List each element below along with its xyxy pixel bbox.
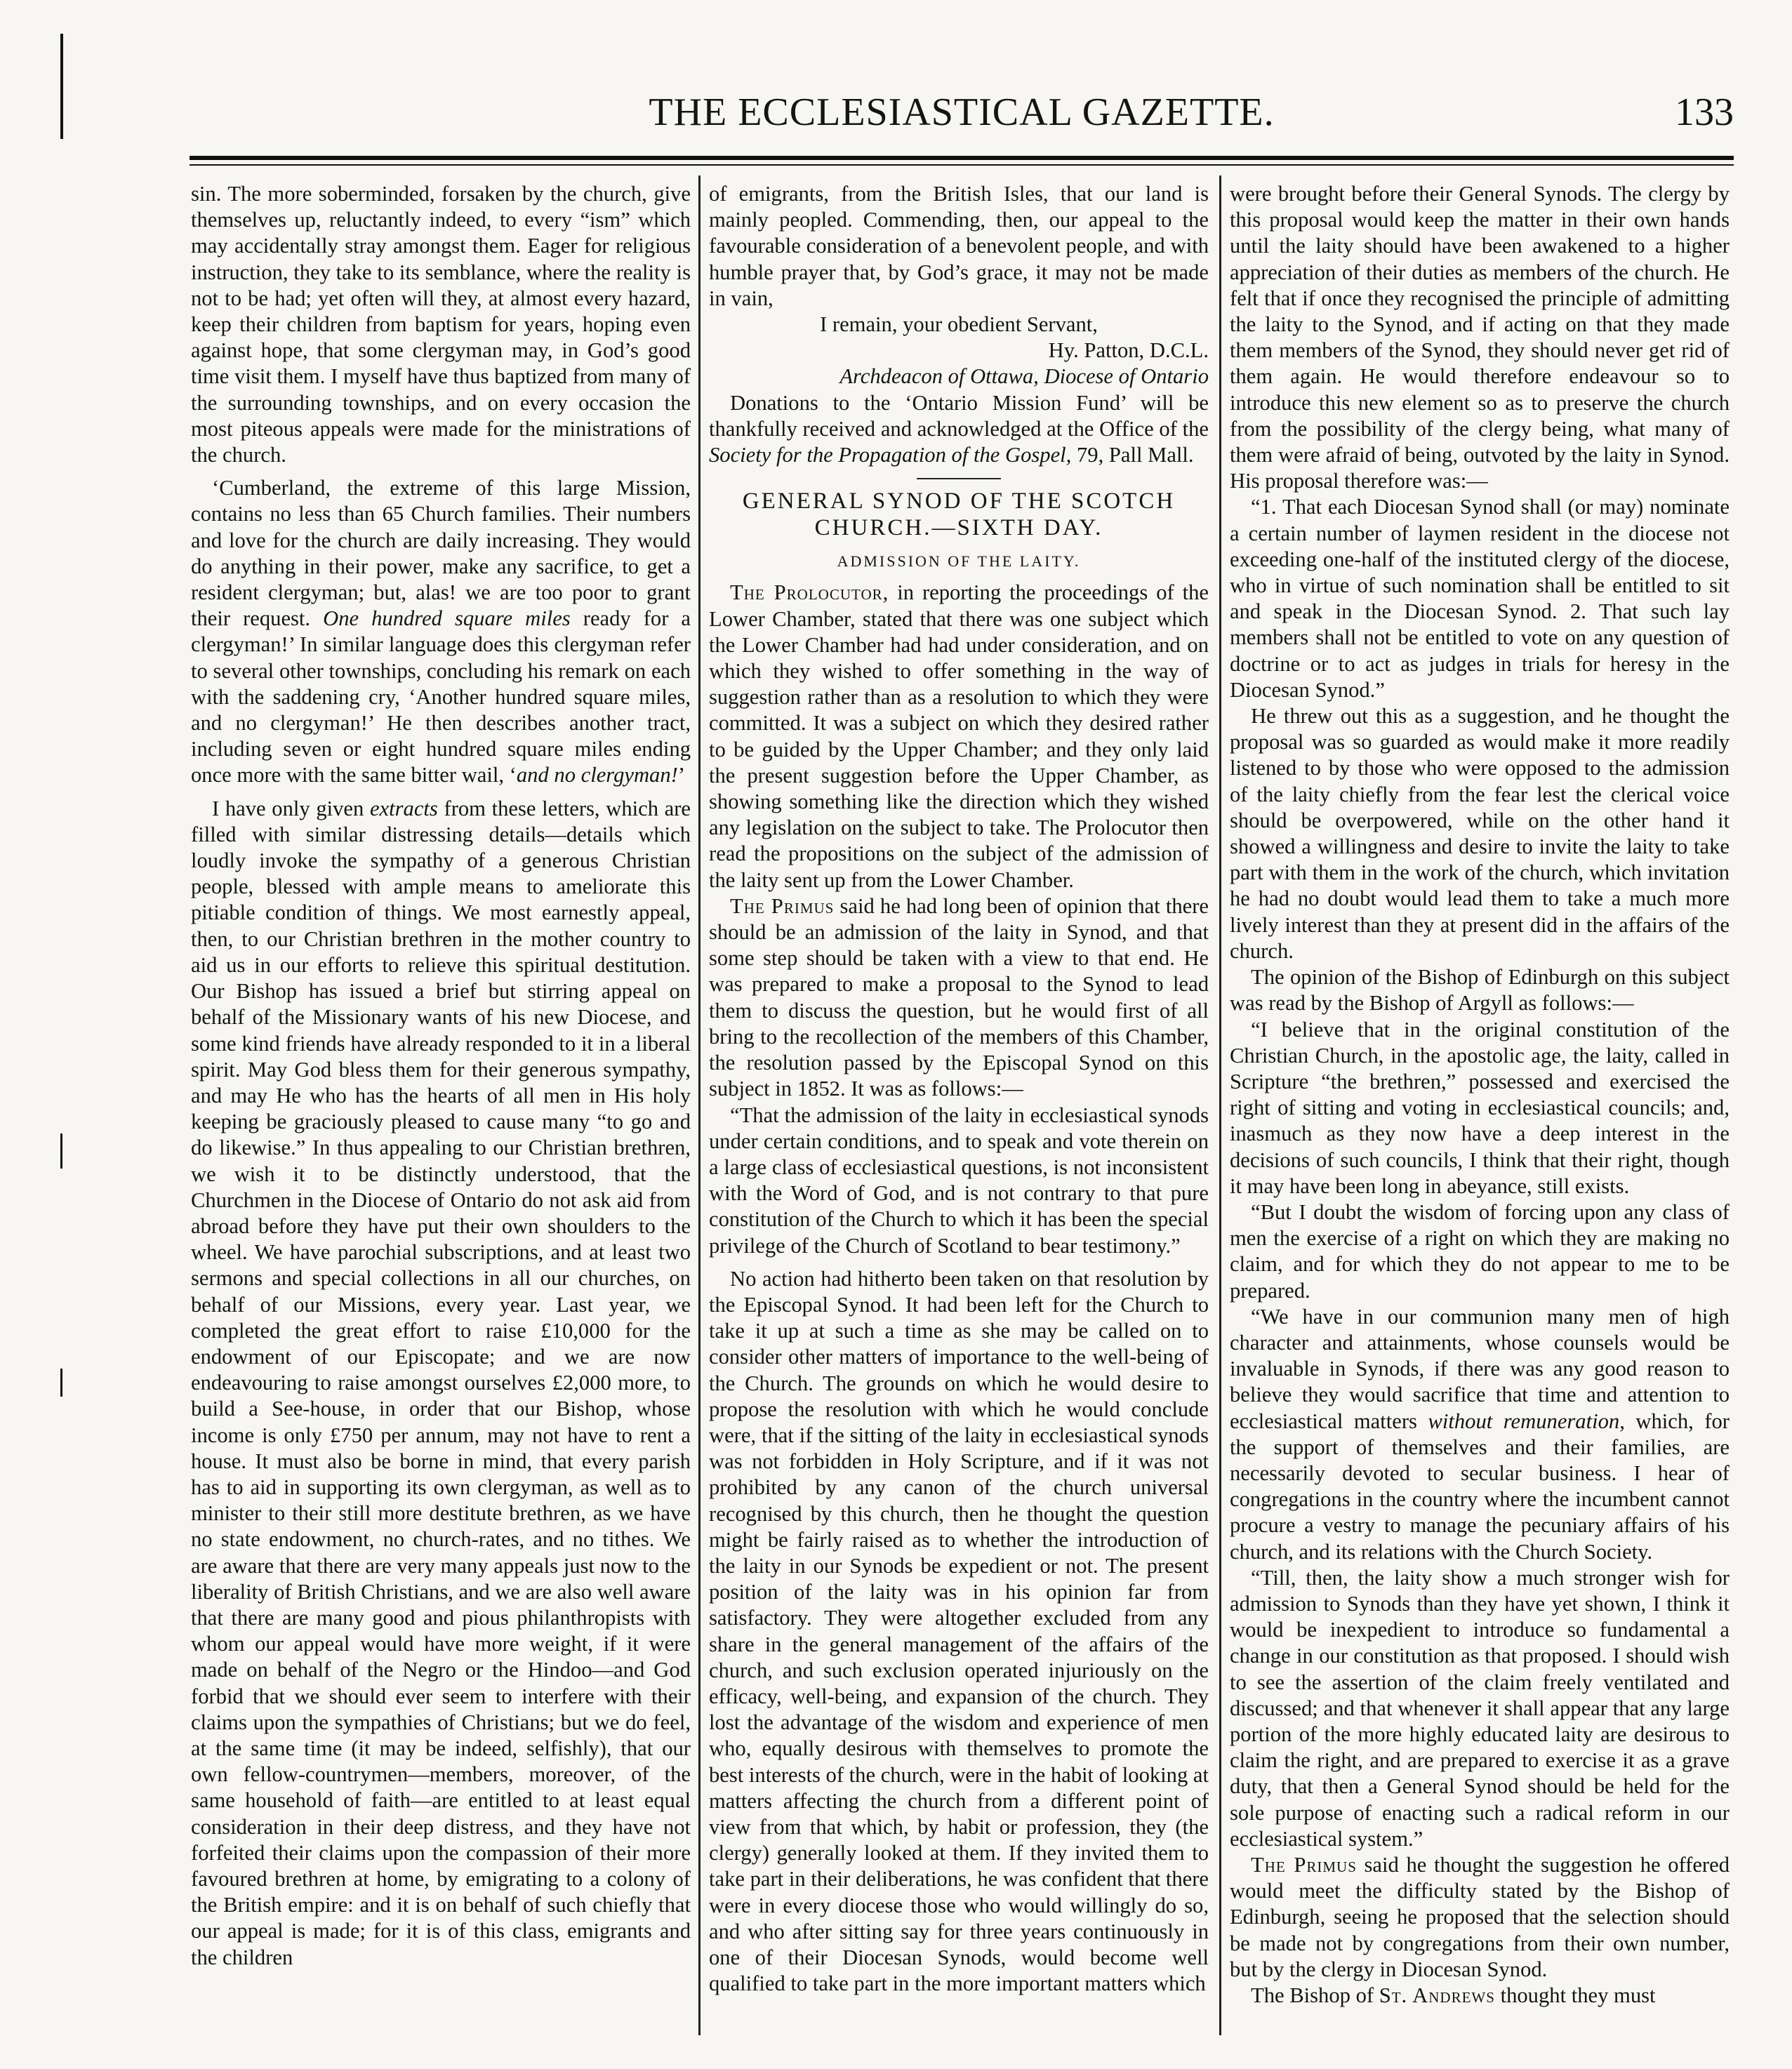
paragraph: The opinion of the Bishop of Edinburgh on this subject was read by the Bishop of Argyll as follows:—: [1230, 965, 1730, 1016]
column-2: [709, 181, 1209, 2034]
section-heading: GENERAL SYNOD OF THE SCOTCH CHURCH.—SIXTH DAY.: [742, 488, 1176, 541]
paragraph: The Bishop of St. Andrews thought they must: [1251, 1983, 1656, 2008]
margin-mark: [60, 1133, 62, 1169]
paragraph: of emigrants, from the British Isles, that our land is mainly peopled. Commending, then, our appeal to the favourable consideration of a benevolent people, and with humble prayer that, by God’s grace, it may not be made in vain,: [709, 182, 1209, 310]
page-header: [190, 90, 1734, 146]
section-divider: [917, 478, 1001, 479]
column-1: [191, 181, 691, 2034]
column-divider: [1219, 175, 1221, 2035]
header-rule: [190, 164, 1734, 166]
paragraph: were brought before their General Synods. The clergy by this proposal would keep the matter in their own hands until the laity should have been awakened to a higher appreciation of their duties as members of the church. He felt that if once they recognised the principle of admitting the laity to the Synod, and if acting on that they made them members of the Synod, they should never get rid of them again. He would therefore endeavour so to introduce this new element so as to preserve the church from the possibility of the clergy being, what many of them were afraid of being, outvoted by the laity in Synod. His proposal therefore was:—: [1230, 182, 1730, 493]
margin-mark: [60, 1369, 62, 1397]
paragraph: “Till, then, the laity show a much stronger wish for admission to Synods than they have yet shown, I think it would be inexpedient to introduce so fundamental a change in our constitution as that proposed. I should wish to see the assertion of the claim freely ventilated and discussed; and that whenever it shall appear that any large portion of the more highly educated laity are desirous to claim the right, and are prepared to exercise it as a grave duty, that then a General Synod should be held for the sole purpose of enacting such a radical reform in our ecclesiastical system.”: [1230, 1565, 1730, 1851]
paragraph: He threw out this as a suggestion, and he thought the proposal was so guarded as would make it more readily listened to by those who were opposed to the admission of the laity chiefly from the fear lest the clerical voice should be overpowered, while on the other hand it showed a willingness and desire to invite the laity to take part with them in the work of the church, which invitation he had no doubt would lead them to take a much more lively interest than they at present did in the affairs of the church.: [1230, 704, 1730, 963]
paragraph: “But I doubt the wisdom of forcing upon any class of men the exercise of a right on which they are making no claim, and for which they do not appear to me to be prepared.: [1230, 1199, 1730, 1303]
running-title: THE ECCLESIASTICAL GAZETTE.: [649, 91, 1275, 134]
letter-closing: I remain, your obedient Servant,: [820, 312, 1098, 337]
paragraph: The Primus said he thought the suggestion he offered would meet the difficulty stated by the Bishop of Edinburgh, seeing he proposed that the selection should be made not by congregations from their own number, but by the clergy in Diocesan Synod.: [1230, 1853, 1730, 1981]
header-rule: [190, 156, 1734, 160]
paragraph: No action had hitherto been taken on that resolution by the Episcopal Synod. It had been left for the Church to take it up at such a time as she may be called on to consider other matters of importance to the well-being of the Church. The grounds on which he would desire to propose the resolution with which he would conclude were, that if the sitting of the laity in ecclesiastical synods was not forbidden in Holy Scripture, and if it was not prohibited by any canon of the church universal recognised by this church, then he thought the question might be fairly raised as to whether the introduction of the laity in our Synods be expedient or not. The present position of the laity was in his opinion far from satisfactory. They were altogether excluded from any share in the general management of the affairs of the church, and such exclusion operated injuriously on the efficacy, well-being, and expansion of the church. They lost the advantage of the wisdom and experience of men who, equally desirous with themselves to promote the best interests of the church, were in the habit of looking at matters affecting the church from a different point of view from that which, by habit or profession, they (the clergy) generally looked at them. If they invited them to take part in their deliberations, he was confident that there were in every diocese those who would willingly do so, and who after sitting say for three years continuously in one of their Diocesan Synods, would become well qualified to take part in the more important matters which: [709, 1266, 1209, 1996]
page-number: 133: [1675, 91, 1734, 134]
paragraph: “I believe that in the original constitution of the Christian Church, in the apostolic age, the laity, called in Scripture “the brethren,” possessed and exercised the right of sitting and voting in ecclesiastical councils; and, inasmuch as they now have a deep interest in the decisions of such councils, I think that their right, though it may have been long in abeyance, still exists.: [1230, 1017, 1730, 1198]
paragraph: The Prolocutor, in reporting the proceedings of the Lower Chamber, stated that there was one subject which the Lower Chamber had had under consideration, and on which they wished to offer something in the way of suggestion rather than as a resolution to which they were committed. It was a subject on which they desired rather to be guided by the Upper Chamber; and they only laid the present suggestion before the Upper Chamber, as showing something like the direction which they wished any legislation on the subject to take. The Prolocutor then read the propositions on the subject of the admission of the laity sent up from the Lower Chamber.: [709, 580, 1209, 892]
margin-mark: [60, 34, 63, 139]
paragraph: Donations to the ‘Ontario Mission Fund’ will be thankfully received and acknowledged at the Office of the Society for the Propagation of the Gospel, 79, Pall Mall.: [709, 390, 1209, 467]
paragraph: The Primus said he had long been of opinion that there should be an admission of the laity in Synod, and that some step should be taken with a view to that end. He was prepared to make a proposal to the Synod to lead them to discuss the question, but he would first of all bring to the recollection of the members of this Chamber, the resolution passed by the Episcopal Synod on this subject in 1852. It was as follows:—: [709, 893, 1209, 1101]
section-subheading: ADMISSION OF THE LAITY.: [837, 552, 1081, 571]
paragraph: ‘Cumberland, the extreme of this large Mission, contains no less than 65 Church families. Their numbers and love for the church are daily increasing. They would do anything in their power, make any sacrifice, to get a resident clergyman; but, alas! we are too poor to grant their request. One hundred square miles ready for a clergyman!’ In similar language does this clergyman refer to several other townships, concluding his remark on each with the saddening cry, ‘Another hundred square miles, and no clergyman!’ He then describes another tract, including seven or eight hundred square miles ending once more with the same bitter wail, ‘and no clergyman!’: [191, 476, 691, 787]
paragraph: “That the admission of the laity in ecclesiastical synods under certain conditions, and to speak and vote therein on a large class of ecclesiastical questions, is not inconsistent with the Word of God, and is not contrary to that pure constitution of the Church to which it has been the special privilege of the Church of Scotland to bear testimony.”: [709, 1103, 1209, 1258]
signature-title: Archdeacon of Ottawa, Diocese of Ontario: [839, 364, 1209, 389]
column-3: [1230, 181, 1730, 2034]
paragraph: I have only given extracts from these letters, which are filled with similar distressing details—details which loudly invoke the sympathy of a generous Christian people, blessed with ample means to ameliorate this pitiable condition of things. We most earnestly appeal, then, to our Christian brethren in the mother country to aid us in our efforts to relieve this spiritual destitution. Our Bishop has issued a brief but stirring appeal on behalf of the Missionary wants of his new Diocese, and some kind friends have already responded to it in a liberal spirit. May God bless them for their generous sympathy, and may He who has the hearts of all men in His holy keeping be graciously pleased to cause many “to go and do likewise.” In thus appealing to our Christian brethren, we wish it to be distinctly understood, that the Churchmen in the Diocese of Ontario do not ask aid from abroad before they have put their own shoulders to the wheel. We have parochial subscriptions, and at least two sermons and special collections in all our churches, on behalf of our Missions, every year. Last year, we completed the great effort to raise £10,000 for the endowment of our Episcopate; and we are now endeavouring to raise amongst ourselves £2,000 more, to build a See-house, in order that our Bishop, whose income is only £750 per annum, may not have to rent a house. It must also be borne in mind, that every parish has to aid in supporting its own clergyman, as well as to minister to their still more destitute brethren, as we have no state endowment, no church-rates, and no tithes. We are aware that there are very many appeals just now to the liberality of British Christians, and we are also well aware that there are many good and pious philanthropists with whom our appeal would have more weight, if it were made on behalf of the Negro or the Hindoo—and God forbid that we should ever seem to interfere with their claims upon the sympathies of Christians; but we do feel, at the same time (it may be indeed, selfishly), that our own fellow-countrymen—members, moreover, of the same household of faith—are entitled to at least equal consideration in their deep distress, and they have not forfeited their claims upon the compassion of their more favoured brethren at home, by emigrating to a colony of the British empire: and it is on behalf of such chiefly that our appeal is made; for it is of this class, emigrants and the children: [191, 796, 691, 1969]
paragraph: “1. That each Diocesan Synod shall (or may) nominate a certain number of laymen resident in the diocese not exceeding one-half of the instituted clergy of the diocese, who in virtue of such nomination shall be entitled to sit and speak in the Diocesan Synod. 2. That such lay members shall not be entitled to vote on any question of doctrine or to act as judges in trials for heresy in the Diocesan Synod.”: [1230, 495, 1730, 702]
column-divider: [698, 175, 701, 2035]
paragraph: “We have in our communion many men of high character and attainments, whose counsels would be invaluable in Synods, if there was any good reason to believe they would sacrifice that time and attention to ecclesiastical matters without remuneration, which, for the support of themselves and their families, are necessarily devoted to secular business. I hear of congregations in the country where the incumbent cannot procure a vestry to manage the pecuniary affairs of his church, and its relations with the Church Society.: [1230, 1304, 1730, 1564]
paragraph: sin. The more soberminded, forsaken by the church, give themselves up, reluctantly indeed, to every “ism” which may accidentally stray amongst them. Eager for religious instruction, they take to its semblance, where the reality is not to be had; yet often will they, at almost every hazard, keep their children from baptism for years, hoping even against hope, that some clergyman may, in God’s good time visit them. I myself have thus baptized from many of the surrounding townships, and on every occasion the most piteous appeals were made for the ministrations of the church.: [191, 182, 691, 467]
letter-signature: Hy. Patton, D.C.L.: [1048, 338, 1209, 363]
